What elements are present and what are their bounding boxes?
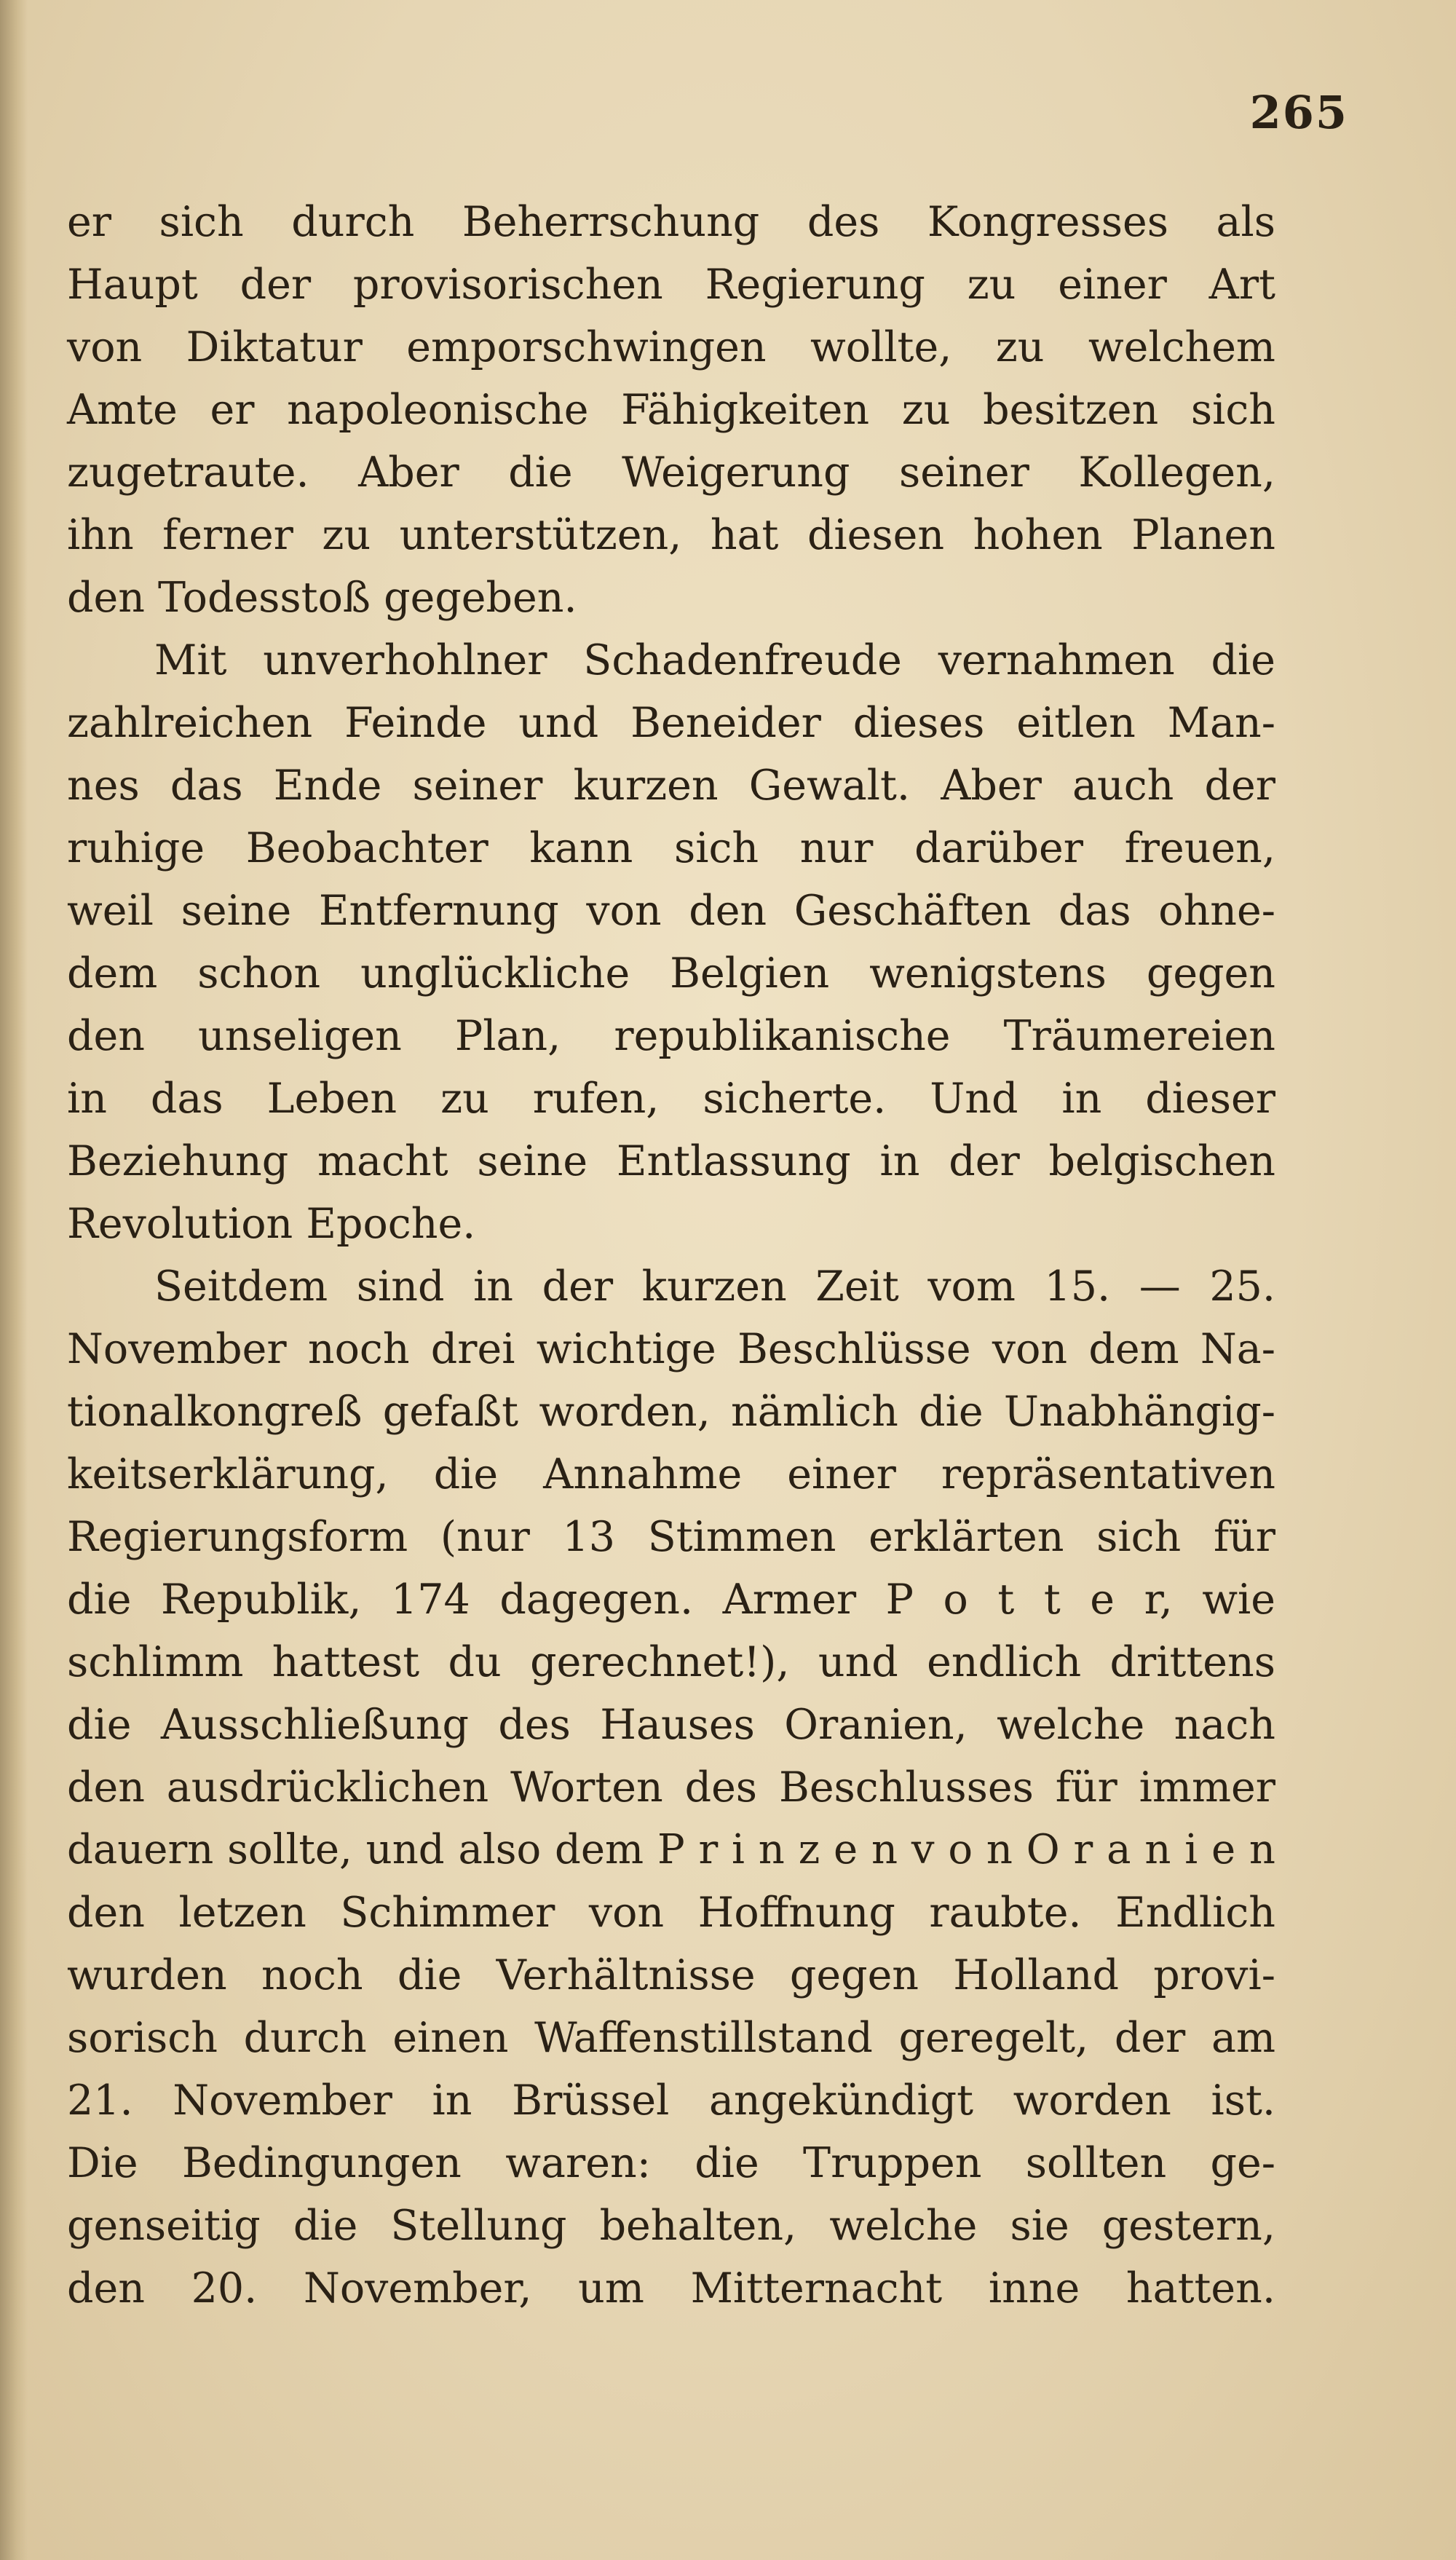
text-line: Amte er napoleonische Fähigkeiten zu besitzen sich (67, 386, 1275, 434)
page-number: 265 (1249, 86, 1348, 139)
text-line: November noch drei wichtige Beschlüsse von dem Na- (67, 1325, 1275, 1373)
text-line: Haupt der provisorischen Regierung zu einer Art (67, 261, 1275, 309)
text-line: Seitdem sind in der kurzen Zeit vom 15. — 25. (154, 1263, 1275, 1311)
text-line: nes das Ende seiner kurzen Gewalt. Aber auch der (67, 762, 1275, 810)
text-line: ruhige Beobachter kann sich nur darüber freuen, (67, 824, 1275, 872)
text-line: den unseligen Plan, republikanische Träumereien (67, 1012, 1275, 1060)
text-line: Regierungsform (nur 13 Stimmen erklärten sich für (67, 1513, 1275, 1561)
text-line: 21. November in Brüssel angekündigt worden ist. (67, 2077, 1275, 2125)
text-line: er sich durch Beherrschung des Kongresses als (67, 198, 1275, 246)
text-line: Die Bedingungen waren: die Truppen sollten ge- (67, 2139, 1275, 2187)
text-line: zugetraute. Aber die Weigerung seiner Kollegen, (67, 449, 1275, 497)
text-line: schlimm hattest du gerechnet!), und endlich drittens (67, 1638, 1275, 1686)
page-edge-shadow (0, 0, 28, 2560)
text-line: dem schon unglückliche Belgien wenigstens gegen (67, 949, 1275, 997)
text-line: Mit unverhohlner Schadenfreude vernahmen die (154, 636, 1275, 684)
text-line: dauern sollte, und also dem P r i n z e n v o n O r a n i e n (67, 1826, 1275, 1873)
text-line: den letzen Schimmer von Hoffnung raubte. Endlich (67, 1889, 1275, 1937)
text-line: keitserklärung, die Annahme einer repräsentativen (67, 1450, 1275, 1498)
text-line: Revolution Epoche. (67, 1200, 476, 1248)
text-line: wurden noch die Verhältnisse gegen Holland provi- (67, 1951, 1275, 1999)
text-line: sorisch durch einen Waffenstillstand geregelt, der am (67, 2014, 1275, 2062)
text-line: von Diktatur emporschwingen wollte, zu welchem (67, 323, 1275, 371)
text-line: weil seine Entfernung von den Geschäften das ohne- (67, 887, 1275, 935)
text-line: zahlreichen Feinde und Beneider dieses eitlen Man- (67, 699, 1275, 747)
text-line: den 20. November, um Mitternacht inne hatten. (67, 2264, 1275, 2312)
body-text (67, 191, 1275, 2320)
text-line: Beziehung macht seine Entlassung in der belgischen (67, 1137, 1275, 1185)
text-line: die Republik, 174 dagegen. Armer P o t t e r, wie (67, 1576, 1275, 1624)
text-line: die Ausschließung des Hauses Oranien, welche nach (67, 1701, 1275, 1749)
text-line: ihn ferner zu unterstützen, hat diesen hohen Planen (67, 511, 1275, 559)
text-line: den ausdrücklichen Worten des Beschlusses für immer (67, 1763, 1275, 1812)
text-line: tionalkongreß gefaßt worden, nämlich die Unabhängig- (67, 1388, 1275, 1436)
text-line: in das Leben zu rufen, sicherte. Und in dieser (67, 1075, 1275, 1123)
text-line: genseitig die Stellung behalten, welche sie gestern, (67, 2202, 1275, 2250)
text-line: den Todesstoß gegeben. (67, 574, 577, 622)
